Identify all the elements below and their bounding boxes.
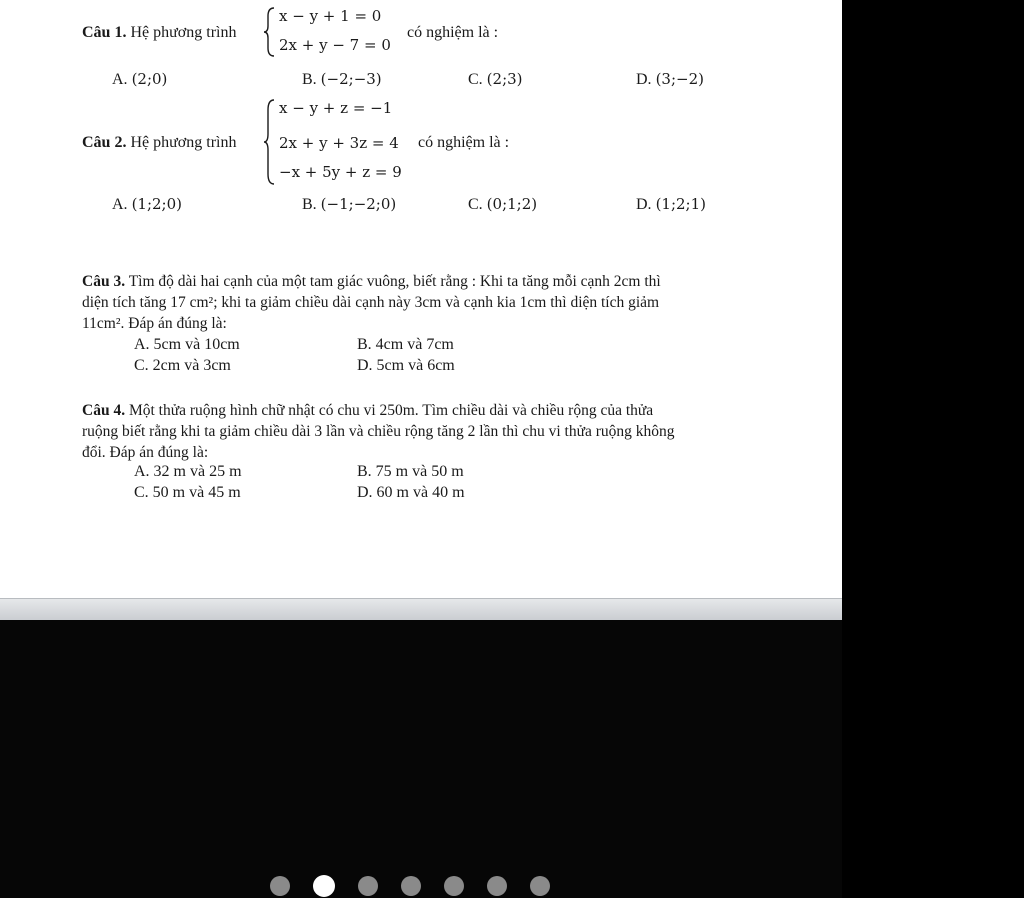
- q3-title: Câu 3.: [82, 273, 126, 290]
- q1-option-a-label: A.: [112, 71, 128, 88]
- q3-line-1: [82, 271, 802, 292]
- q2-option-a-label: A.: [112, 196, 128, 213]
- q2-heading: [82, 134, 236, 152]
- q1-option-d[interactable]: [636, 70, 704, 89]
- q2-option-c[interactable]: [468, 195, 537, 214]
- q3-line-2: diện tích tăng 17 cm²; khi ta giảm chiều dài cạnh này 3cm và cạnh kia 1cm thì diện tích giảm: [82, 294, 660, 311]
- q1-option-d-label: D.: [636, 71, 652, 88]
- page-bottom-band: [0, 598, 842, 621]
- q3-option-a[interactable]: A. 5cm và 10cm: [134, 336, 240, 353]
- pager-dots[interactable]: [270, 875, 550, 897]
- viewer-dark-area: [0, 620, 842, 898]
- pager-dot[interactable]: [401, 876, 421, 896]
- q1-option-d-value: (3;−2): [655, 70, 704, 88]
- q2-title: Câu 2.: [82, 134, 127, 151]
- q1-tail: có nghiệm là :: [407, 24, 499, 41]
- q2-option-c-label: C.: [468, 196, 483, 213]
- q2-option-d-label: D.: [636, 196, 652, 213]
- q1-eq1: x − y + 1 = 0: [279, 7, 382, 25]
- q4-option-b[interactable]: B. 75 m và 50 m: [357, 463, 464, 480]
- q3-option-d[interactable]: D. 5cm và 6cm: [357, 357, 455, 374]
- q3-option-b[interactable]: B. 4cm và 7cm: [357, 336, 454, 353]
- q1-option-a[interactable]: [112, 70, 167, 89]
- q3-option-c[interactable]: C. 2cm và 3cm: [134, 357, 231, 374]
- pager-dot[interactable]: [270, 876, 290, 896]
- q1-heading: [82, 24, 236, 42]
- q2-option-a-value: (1;2;0): [131, 195, 183, 213]
- q2-option-a[interactable]: [112, 195, 182, 214]
- q4-option-c[interactable]: C. 50 m và 45 m: [134, 484, 241, 501]
- q2-lead: Hệ phương trình: [130, 134, 237, 151]
- q2-option-b[interactable]: [302, 195, 396, 214]
- pager-dot[interactable]: [444, 876, 464, 896]
- q1-option-b[interactable]: [302, 70, 382, 89]
- q4-line-3: đổi. Đáp án đúng là:: [82, 444, 209, 461]
- q4-option-d[interactable]: D. 60 m và 40 m: [357, 484, 465, 501]
- q2-eq3: −x + 5y + z = 9: [279, 163, 402, 181]
- q2-option-d-value: (1;2;1): [655, 195, 707, 213]
- q2-option-b-value: (−1;−2;0): [320, 195, 397, 213]
- q4-line-2: ruộng biết rằng khi ta giảm chiều dài 3 lần và chiều rộng tăng 2 lần thì chu vi thửa ruộng không: [82, 423, 675, 440]
- pager-dot[interactable]: [358, 876, 378, 896]
- q2-eq1: x − y + z = −1: [279, 99, 393, 117]
- q1-brace-icon: [262, 6, 276, 58]
- q1-option-c-value: (2;3): [486, 70, 523, 88]
- q1-option-c[interactable]: [468, 70, 523, 89]
- q4-title: Câu 4.: [82, 402, 126, 419]
- pager-dot[interactable]: [530, 876, 550, 896]
- q4-paragraph: [82, 400, 802, 463]
- pager-dot[interactable]: [487, 876, 507, 896]
- q1-option-b-value: (−2;−3): [320, 70, 382, 88]
- q2-tail: có nghiệm là :: [418, 134, 510, 151]
- q1-title: Câu 1.: [82, 24, 127, 41]
- q2-brace-icon: [262, 98, 276, 186]
- q4-line-1-text: Một thửa ruộng hình chữ nhật có chu vi 250m. Tìm chiều dài và chiều rộng của thửa: [128, 402, 654, 419]
- q3-line-3: 11cm². Đáp án đúng là:: [82, 315, 227, 332]
- q4-option-a[interactable]: A. 32 m và 25 m: [134, 463, 242, 480]
- q3-paragraph: [82, 271, 802, 334]
- q4-line-1: [82, 400, 802, 421]
- q1-option-c-label: C.: [468, 71, 483, 88]
- pager-dot-active[interactable]: [313, 875, 335, 897]
- q1-lead: Hệ phương trình: [130, 24, 237, 41]
- q3-line-1-text: Tìm độ dài hai cạnh của một tam giác vuông, biết rằng : Khi ta tăng mỗi cạnh 2cm thì: [128, 273, 661, 290]
- q2-eq2: 2x + y + 3z = 4: [279, 134, 399, 152]
- viewer-right-strip: [842, 0, 1024, 898]
- q1-eq2: 2x + y − 7 = 0: [279, 36, 391, 54]
- q1-option-a-value: (2;0): [131, 70, 168, 88]
- q1-option-b-label: B.: [302, 71, 317, 88]
- q2-option-c-value: (0;1;2): [486, 195, 538, 213]
- q2-option-b-label: B.: [302, 196, 317, 213]
- q2-option-d[interactable]: [636, 195, 706, 214]
